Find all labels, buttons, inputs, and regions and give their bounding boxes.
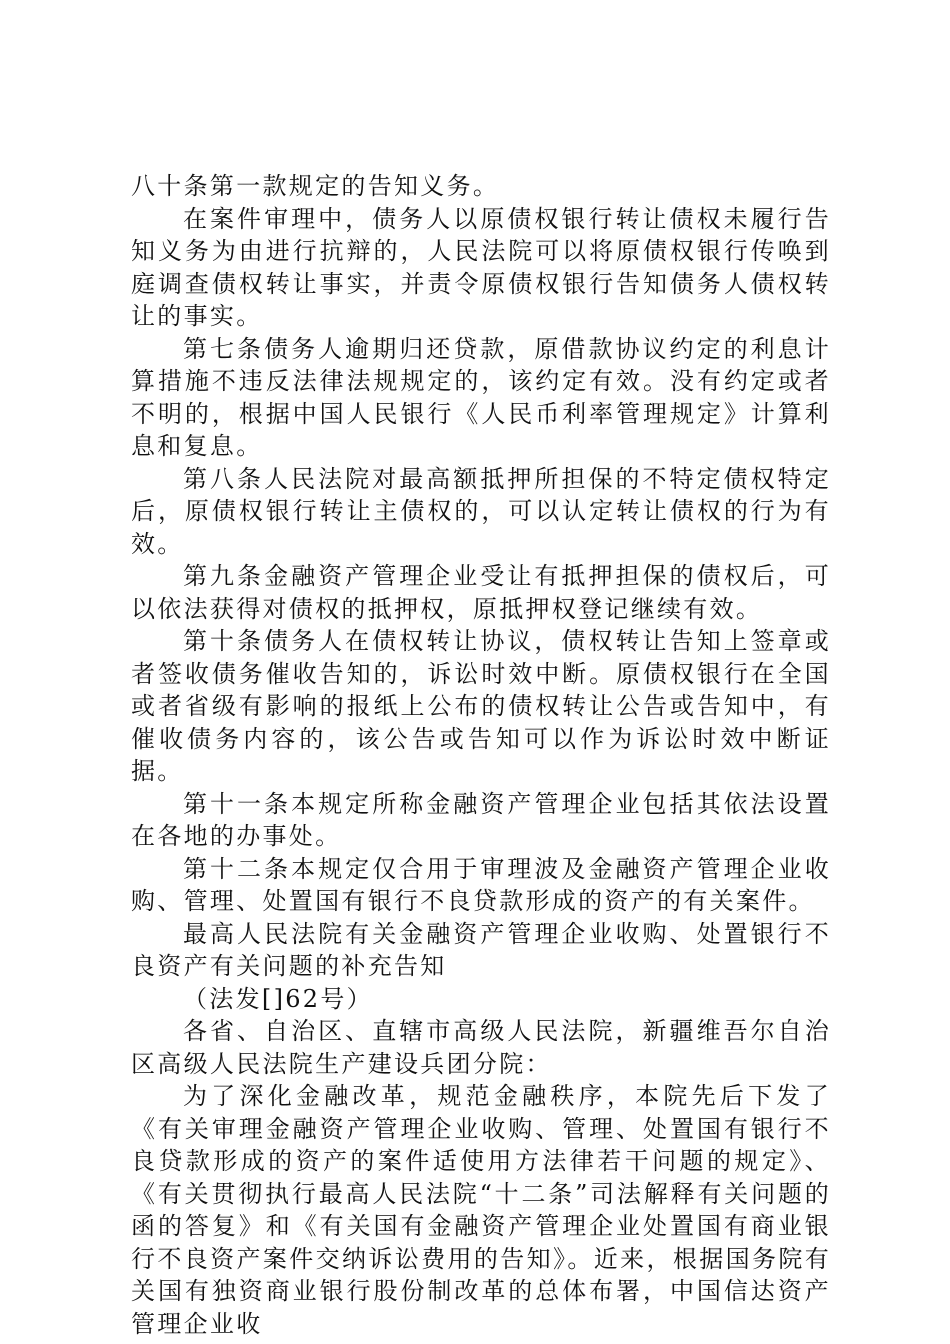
document-body [131,170,831,1340]
notice-title: 最高人民法院有关金融资产管理企业收购、处置银行不良资产有关问题的补充告知 [131,919,831,980]
paragraph-article-11: 第十一条本规定所称金融资产管理企业包括其依法设置在各地的办事处。 [131,789,831,850]
paragraph-2: 在案件审理中，债务人以原债权银行转让债权未履行告知义务为由进行抗辩的，人民法院可以将原债权银行传唤到庭调查债权转让事实，并责令原债权银行告知债务人债权转让的事实。 [131,204,831,330]
paragraph-article-7: 第七条债务人逾期归还贷款，原借款协议约定的利息计算措施不违反法律法规规定的，该约定有效。没有约定或者不明的，根据中国人民银行《人民币利率管理规定》计算利息和复息。 [131,334,831,460]
paragraph-1: 八十条第一款规定的告知义务。 [131,172,500,200]
paragraph-article-10: 第十条债务人在债权转让协议，债权转让告知上签章或者签收债务催收告知的，诉讼时效中断。原债权银行在全国或者省级有影响的报纸上公布的债权转让公告或告知中，有催收债务内容的，该公告或告知可以作为诉讼时效中断证据。 [131,627,831,785]
paragraph-article-12: 第十二条本规定仅合用于审理波及金融资产管理企业收购、管理、处置国有银行不良贷款形成的资产的有关案件。 [131,854,831,915]
paragraph-body: 为了深化金融改革，规范金融秩序，本院先后下发了《有关审理金融资产管理企业收购、管理、处置国有银行不良贷款形成的资产的案件适使用方法律若干问题的规定》、《有关贯彻执行最高人民法院“十二条”司法解释有关问题的函的答复》和《有关国有金融资产管理企业处置国有商业银行不良资产案件交纳诉讼费用的告知》。近来，根据国务院有关国有独资商业银行股份制改革的总体布署，中国信达资产管理企业收 [131,1082,831,1338]
paragraph-article-9: 第九条金融资产管理企业受让有抵押担保的债权后，可以依法获得对债权的抵押权，原抵押权登记继续有效。 [131,562,831,623]
document-number: （法发[]62号） [183,984,373,1013]
paragraph-article-8: 第八条人民法院对最高额抵押所担保的不特定债权特定后，原债权银行转让主债权的，可以认定转让债权的行为有效。 [131,464,831,558]
addressees: 各省、自治区、直辖市高级人民法院，新疆维吾尔自治区高级人民法院生产建设兵团分院： [131,1017,831,1078]
